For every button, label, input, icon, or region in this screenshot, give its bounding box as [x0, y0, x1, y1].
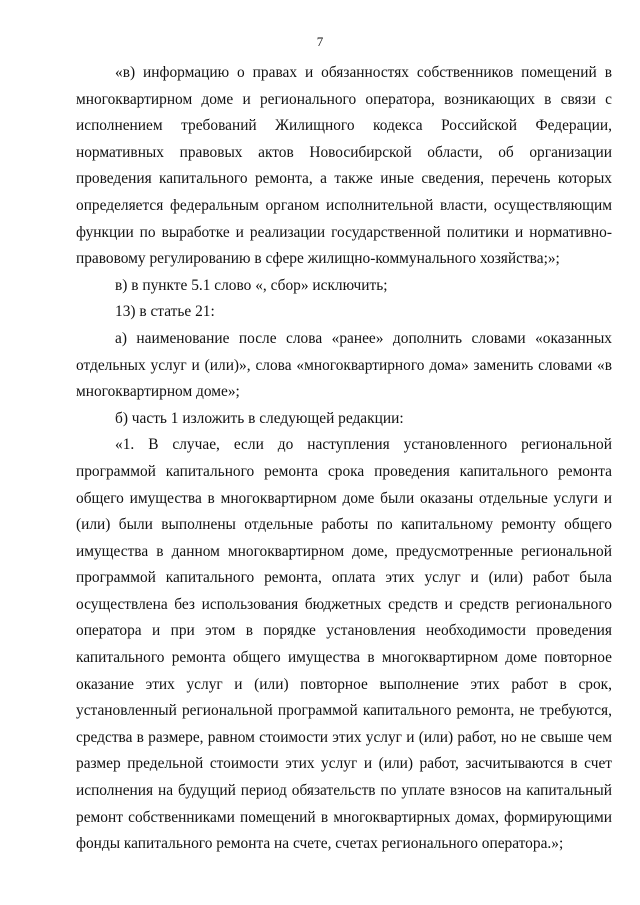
- paragraph-part-1-text: «1. В случае, если до наступления установленного региональной программой капитального ремонта срока проведения капитального ремонта общего имущества в многоквартирном доме были оказаны отдельные услуги и (или) были выполнены отдельные работы по капитальному ремонту общего имущества в данном многоквартирном доме, предусмотренные региональной программой капитального ремонта, оплата этих услуг и (или) работ была осуществлена без использования бюджетных средств и средств регионального оператора и при этом в порядке установления необходимости проведения капитального ремонта общего имущества в многоквартирном доме повторное оказание этих услуг и (или) повторное выполнение этих работ в срок, установленный региональной программой капитального ремонта, не требуются, средства в размере, равном стоимости этих услуг и (или) работ, но не свыше чем размер предельной стоимости этих услуг и (или) работ, засчитываются в счет исполнения на будущий период обязательств по уплате взносов на капитальный ремонт собственниками помещений в многоквартирных домах, формирующими фонды капитального ремонта на счете, счетах регионального оператора.»;: [76, 436, 612, 853]
- paragraph-part-1-heading: б) часть 1 изложить в следующей редакции:: [115, 409, 404, 427]
- document-body: [76, 60, 612, 858]
- page-number: 7: [316, 34, 324, 49]
- paragraph-point-5-1: в) в пункте 5.1 слово «, сбор» исключить;: [115, 276, 388, 294]
- paragraph-info-rights: «в) информацию о правах и обязанностях собственников помещений в многоквартирном доме и регионального оператора, возникающих в связи с исполнением требований Жилищного кодекса Российской Федерации, нормативных правовых актов Новосибирской области, об организации проведения капитального ремонта, а также иные сведения, перечень которых определяется федеральным органом исполнительной власти, осуществляющим функции по выработке и реализации государственной политики и нормативно-правовому регулированию в сфере жилищно-коммунального хозяйства;»;: [76, 64, 612, 268]
- paragraph-article-21: 13) в статье 21:: [115, 303, 215, 321]
- paragraph-title-amendment: а) наименование после слова «ранее» дополнить словами «оказанных отдельных услуг и (или)», слова «многоквартирного дома» заменить словами «в многоквартирном доме»;: [76, 329, 612, 401]
